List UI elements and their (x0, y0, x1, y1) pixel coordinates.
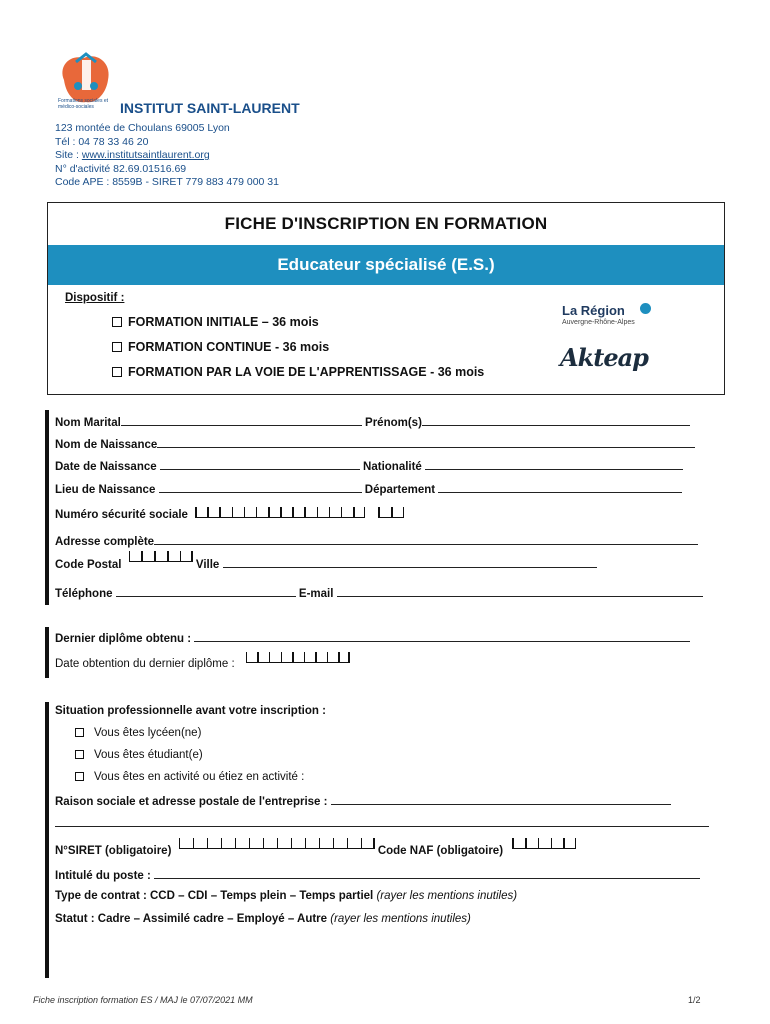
row-adresse (55, 534, 698, 548)
option-formation-continue[interactable] (112, 340, 329, 354)
region-badge-icon (640, 303, 651, 314)
choice-etudiant[interactable] (75, 749, 203, 761)
digit-box-separator (195, 507, 197, 517)
lieu-naissance-field[interactable] (159, 482, 362, 493)
choice-label: Vous êtes lycéen(ne) (94, 727, 202, 739)
row-raison-sociale-2 (55, 816, 709, 830)
option-label: FORMATION INITIALE – 36 mois (128, 315, 319, 329)
secu-label: Numéro sécurité sociale (55, 509, 188, 521)
nationalite-field[interactable] (425, 459, 683, 470)
digit-box-separator (154, 551, 156, 561)
row-date-diplome (55, 655, 350, 670)
digit-box-separator (304, 507, 306, 517)
digit-box-separator (246, 652, 248, 662)
digit-box-separator (338, 652, 340, 662)
digit-box-separator (232, 507, 234, 517)
raison-sociale-field[interactable] (331, 794, 671, 805)
digit-box-separator (341, 507, 343, 517)
digit-box-separator (512, 838, 514, 848)
email-field[interactable] (337, 586, 703, 597)
option-apprentissage[interactable] (112, 365, 484, 379)
nom-marital-label: Nom Marital (55, 417, 121, 429)
digit-box-separator (277, 838, 279, 848)
row-secu (55, 506, 404, 521)
logo-caption: Formations sociales et médico-sociales (58, 98, 109, 110)
code-postal-label: Code Postal (55, 559, 122, 571)
secu-boxes[interactable] (195, 506, 365, 518)
date-diplome-label: Date obtention du dernier diplôme : (55, 658, 235, 670)
digit-box-separator (361, 838, 363, 848)
digit-box-separator (219, 507, 221, 517)
statut-label: Statut : Cadre – Assimilé cadre – Employé – Autre (55, 913, 328, 925)
digit-box-separator (291, 838, 293, 848)
row-contrat (55, 890, 517, 902)
contrat-label: Type de contrat : CCD – CDI – Temps plein – Temps partiel (55, 890, 374, 902)
digit-box-separator (373, 838, 375, 848)
digit-box-separator (180, 551, 182, 561)
digit-box-separator (280, 507, 282, 517)
section-bar-situation (45, 702, 49, 978)
footer-text: Fiche inscription formation ES / MAJ le 07/07/2021 MM (33, 995, 253, 1005)
checkbox-icon[interactable] (75, 728, 84, 737)
page-number: 1/2 (688, 995, 701, 1005)
row-lieu-departement (55, 482, 682, 496)
digit-box-separator (268, 507, 270, 517)
digit-box-separator (347, 838, 349, 848)
digit-box-separator (403, 507, 405, 517)
region-sub: Auvergne-Rhône-Alpes (562, 319, 635, 326)
digit-box-separator (525, 838, 527, 848)
website (55, 149, 279, 163)
digit-box-separator (304, 652, 306, 662)
row-nom-naissance (55, 437, 695, 451)
nationalite-label: Nationalité (363, 461, 422, 473)
digit-box-separator (319, 838, 321, 848)
digit-box-separator (378, 507, 380, 517)
intitule-field[interactable] (154, 868, 700, 879)
row-nom-prenom (55, 415, 690, 429)
choice-label: Vous êtes étudiant(e) (94, 749, 203, 761)
row-date-nationalite (55, 459, 683, 473)
activity-number: N° d'activité 82.69.01516.69 (55, 162, 187, 175)
lieu-naissance-label: Lieu de Naissance (55, 484, 156, 496)
digit-box-separator (329, 507, 331, 517)
row-dernier-diplome (55, 631, 690, 645)
adresse-label: Adresse complète (55, 536, 155, 548)
digit-box-separator (538, 838, 540, 848)
digit-box-separator (191, 551, 193, 561)
row-cp-ville (55, 556, 597, 571)
row-siret-naf (55, 842, 576, 857)
nom-naissance-field[interactable] (157, 437, 695, 448)
dernier-diplome-label: Dernier diplôme obtenu : (55, 633, 192, 645)
date-diplome-boxes[interactable] (246, 651, 350, 663)
digit-box-separator (348, 652, 350, 662)
digit-box-separator (141, 551, 143, 561)
raison-sociale-field-2[interactable] (55, 816, 709, 827)
digit-box-separator (353, 507, 355, 517)
section-bar-diploma (45, 627, 49, 678)
digit-box-separator (551, 838, 553, 848)
digit-box-separator (292, 507, 294, 517)
code-ape: Code APE : 8559B - SIRET 779 883 479 000 31 (55, 176, 279, 188)
digit-box-separator (193, 838, 195, 848)
telephone-field[interactable] (116, 586, 296, 597)
digit-box-separator (129, 551, 131, 561)
site-label: Site : (55, 149, 82, 161)
digit-box-separator (315, 652, 317, 662)
adresse-field[interactable] (154, 534, 698, 545)
digit-box-separator (263, 838, 265, 848)
date-naissance-field[interactable] (160, 459, 360, 470)
option-formation-initiale[interactable] (112, 315, 319, 329)
region-logo (562, 303, 652, 326)
address: 123 montée de Choulans 69005 Lyon (55, 122, 230, 134)
form-title: FICHE D'INSCRIPTION EN FORMATION (224, 214, 548, 233)
ville-label: Ville (195, 559, 220, 571)
digit-box-separator (563, 838, 565, 848)
checkbox-icon[interactable] (75, 772, 84, 781)
contact-block (55, 122, 279, 190)
ville-field[interactable] (223, 557, 597, 568)
checkbox-icon[interactable] (112, 317, 122, 327)
contrat-note: (rayer les mentions inutiles) (376, 890, 518, 902)
naf-boxes[interactable] (512, 837, 576, 849)
digit-box-separator (391, 507, 393, 517)
website-link[interactable]: www.institutsaintlaurent.org (81, 149, 210, 161)
digit-box-separator (292, 652, 294, 662)
digit-box-separator (305, 838, 307, 848)
prenoms-field[interactable] (422, 415, 690, 426)
departement-field[interactable] (438, 482, 682, 493)
option-label: FORMATION PAR LA VOIE DE L'APPRENTISSAGE - 36 mois (128, 365, 485, 379)
form-subtitle: Educateur spécialisé (E.S.) (48, 245, 724, 285)
digit-box-separator (179, 838, 181, 848)
naf-label: Code NAF (obligatoire) (377, 845, 504, 857)
row-statut (55, 913, 471, 925)
row-raison-sociale (55, 794, 671, 808)
digit-box-separator (333, 838, 335, 848)
section-bar-identity (45, 410, 49, 605)
departement-label: Département (364, 484, 436, 496)
siret-label: N°SIRET (obligatoire) (55, 845, 172, 857)
statut-note: (rayer les mentions inutiles) (330, 913, 471, 925)
prenoms-label: Prénom(s) (365, 417, 422, 429)
digit-box-separator (327, 652, 329, 662)
digit-box-separator (269, 652, 271, 662)
checkbox-icon[interactable] (75, 750, 84, 759)
region-name: La Région (562, 303, 625, 318)
digit-box-separator (235, 838, 237, 848)
telephone-label: Téléphone (55, 588, 113, 600)
digit-box-separator (317, 507, 319, 517)
row-intitule (55, 868, 700, 882)
nom-marital-field[interactable] (121, 415, 362, 426)
secu-key-boxes[interactable] (378, 506, 404, 518)
email-label: E-mail (298, 588, 334, 600)
digit-box-separator (244, 507, 246, 517)
institute-name: INSTITUT SAINT-LAURENT (120, 100, 300, 116)
row-tel-email (55, 586, 703, 600)
intitule-label: Intitulé du poste : (55, 870, 151, 882)
digit-box-separator (207, 507, 209, 517)
option-label: FORMATION CONTINUE - 36 mois (128, 340, 330, 354)
digit-box-separator (167, 551, 169, 561)
choice-activite[interactable] (75, 771, 304, 783)
digit-box-separator (249, 838, 251, 848)
checkbox-icon[interactable] (112, 342, 122, 352)
situation-title: Situation professionnelle avant votre inscription : (55, 705, 326, 717)
nom-naissance-label: Nom de Naissance (55, 439, 158, 451)
akteap-logo: Akteap (560, 343, 648, 372)
phone: Tél : 04 78 33 46 20 (55, 135, 149, 148)
date-naissance-label: Date de Naissance (55, 461, 157, 473)
code-postal-boxes[interactable] (129, 550, 193, 562)
dernier-diplome-field[interactable] (194, 631, 690, 642)
digit-box-separator (257, 652, 259, 662)
dispositif-label: Dispositif : (65, 292, 125, 304)
raison-sociale-label: Raison sociale et adresse postale de l'entreprise : (55, 796, 328, 808)
choice-label: Vous êtes en activité ou étiez en activité : (94, 771, 305, 783)
digit-box-separator (221, 838, 223, 848)
title-box (47, 202, 725, 395)
digit-box-separator (575, 838, 577, 848)
digit-box-separator (281, 652, 283, 662)
digit-box-separator (207, 838, 209, 848)
siret-boxes[interactable] (179, 837, 375, 849)
checkbox-icon[interactable] (112, 367, 122, 377)
choice-lyceen[interactable] (75, 727, 201, 739)
digit-box-separator (256, 507, 258, 517)
digit-box-separator (364, 507, 366, 517)
